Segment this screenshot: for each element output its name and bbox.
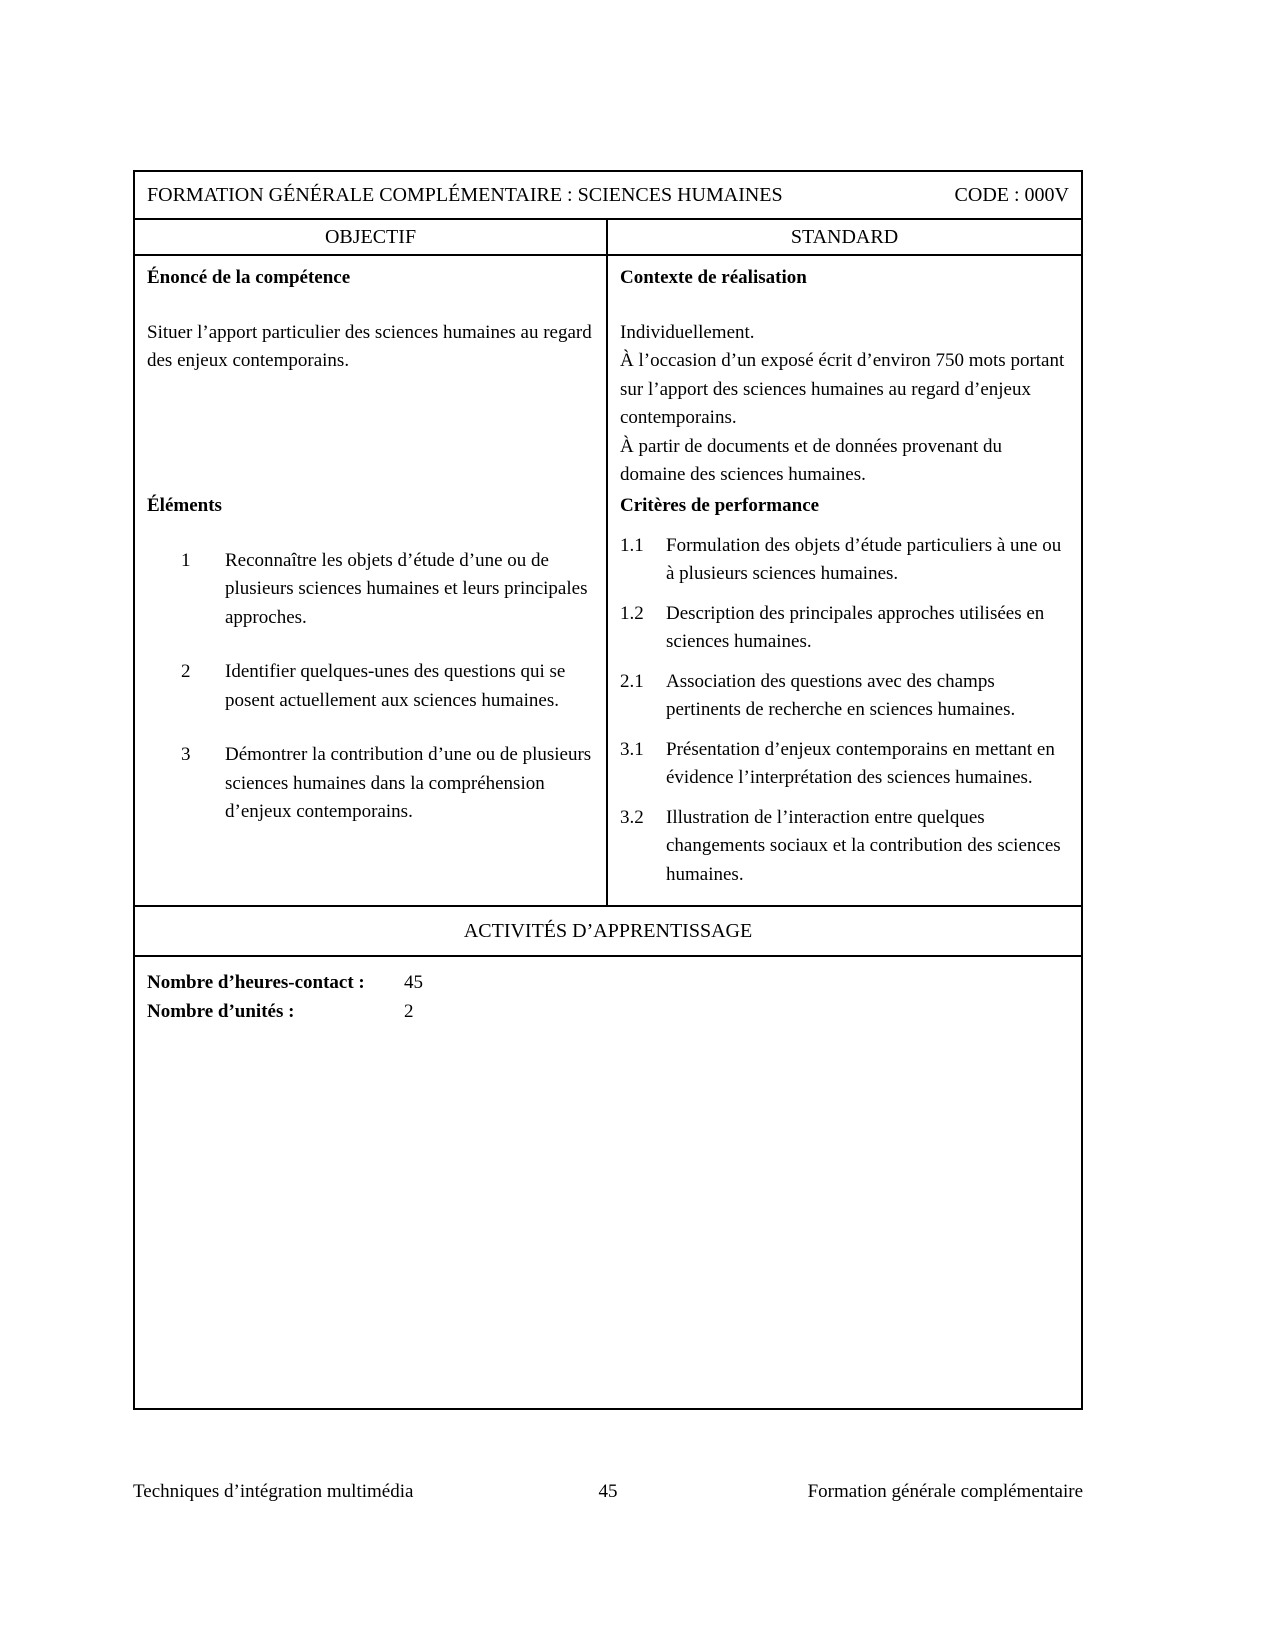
activities-row: [147, 998, 1069, 1027]
critere-number: 1.1: [620, 534, 644, 556]
element-text: Démontrer la contribution d’une ou de plusieurs sciences humaines dans la compréhension d’enjeux contemporains.: [225, 744, 592, 822]
critere-number: 2.1: [620, 670, 644, 692]
element-number: 1: [181, 549, 191, 571]
table-title: FORMATION GÉNÉRALE COMPLÉMENTAIRE : SCIENCES HUMAINES: [147, 184, 783, 206]
units-value: 2: [404, 1000, 414, 1022]
footer-right-text: Formation générale complémentaire: [808, 1478, 1083, 1507]
critere-number: 3.1: [620, 738, 644, 760]
contexte-line: À partir de documents et de données provenant du domaine des sciences humaines.: [620, 435, 1002, 485]
column-header-objectif: OBJECTIF: [135, 220, 608, 254]
critere-text: Association des questions avec des champs pertinents de recherche en sciences humaines.: [666, 670, 1016, 720]
hours-contact-value: 45: [404, 972, 423, 993]
critere-text: Présentation d’enjeux contemporains en mettant en évidence l’interprétation des sciences humaines.: [666, 738, 1055, 788]
element-number: 2: [181, 661, 191, 682]
contexte-line: À l’occasion d’un exposé écrit d’environ 750 mots portant sur l’apport des sciences humaines au regard d’enjeux contemporains.: [620, 350, 1065, 428]
critere-item: [620, 668, 1069, 725]
objectif-cell: [135, 256, 608, 905]
contexte-line: Individuellement.: [620, 321, 755, 343]
main-content-row: [135, 256, 1081, 907]
column-headers: [135, 220, 1081, 256]
element-item: [147, 658, 594, 715]
contexte-heading: Contexte de réalisation: [620, 267, 807, 288]
page-footer: [133, 1478, 1083, 1507]
criteres-list: [620, 532, 1069, 890]
contexte-section: [620, 264, 1069, 492]
table-code: CODE : 000V: [954, 184, 1069, 206]
element-text: Reconnaître les objets d’étude d’une ou de plusieurs sciences humaines et leurs principales approches.: [225, 549, 588, 628]
critere-item: [620, 600, 1069, 657]
critere-text: Description des principales approches utilisées en sciences humaines.: [666, 602, 1045, 652]
critere-text: Formulation des objets d’étude particuliers à une ou à plusieurs sciences humaines.: [666, 534, 1062, 584]
enonce-section: [147, 264, 594, 492]
standard-cell: [608, 256, 1081, 905]
activities-header: ACTIVITÉS D’APPRENTISSAGE: [135, 907, 1081, 957]
column-header-standard: STANDARD: [790, 226, 899, 248]
competency-table: [133, 170, 1083, 1410]
units-label: Nombre d’unités :: [147, 1000, 295, 1022]
activities-row: [147, 969, 1069, 998]
hours-contact-label: Nombre d’heures-contact :: [147, 972, 365, 993]
enonce-text: Situer l’apport particulier des sciences humaines au regard des enjeux contemporains.: [147, 321, 592, 371]
element-item: [147, 741, 594, 827]
critere-text: Illustration de l’interaction entre quelques changements sociaux et la contribution des sciences humaines.: [666, 806, 1061, 885]
critere-item: [620, 804, 1069, 890]
criteres-heading: Critères de performance: [620, 495, 820, 516]
element-number: 3: [181, 744, 191, 765]
contexte-text: [620, 319, 1069, 490]
critere-number: 1.2: [620, 602, 644, 624]
critere-item: [620, 736, 1069, 793]
elements-list: [147, 547, 594, 827]
activities-body: [135, 957, 1081, 1408]
table-title-row: [135, 172, 1081, 220]
critere-number: 3.2: [620, 806, 644, 828]
element-item: [147, 547, 594, 633]
elements-heading: Éléments: [147, 495, 222, 516]
page-number: 45: [598, 1481, 618, 1502]
enonce-heading: Énoncé de la compétence: [147, 267, 351, 288]
element-text: Identifier quelques-unes des questions qui se posent actuellement aux sciences humaines.: [225, 661, 566, 711]
critere-item: [620, 532, 1069, 589]
footer-left-text: Techniques d’intégration multimédia: [133, 1478, 413, 1507]
